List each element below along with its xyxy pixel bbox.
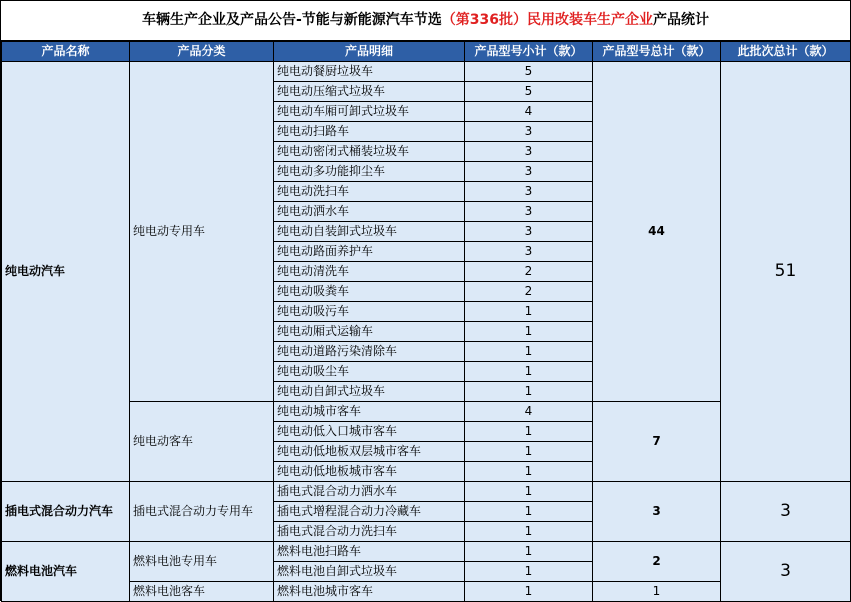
- model-subtotal-cell: 3: [465, 182, 593, 202]
- header-batch-total: 此批次总计（款）: [721, 42, 851, 62]
- product-detail-cell: 燃料电池城市客车: [274, 582, 465, 602]
- model-subtotal-cell: 5: [465, 82, 593, 102]
- title-batch: （第336批）民用改装车生产企业: [441, 12, 654, 28]
- product-name-cell: 燃料电池汽车: [2, 542, 130, 602]
- model-total-cell: 7: [593, 402, 721, 482]
- model-total-cell: 3: [593, 482, 721, 542]
- model-subtotal-cell: 5: [465, 62, 593, 82]
- header-model-subtotal: 产品型号小计（款）: [465, 42, 593, 62]
- product-detail-cell: 纯电动车厢可卸式垃圾车: [274, 102, 465, 122]
- model-subtotal-cell: 3: [465, 242, 593, 262]
- title-suffix: 产品统计: [653, 12, 710, 28]
- product-category-cell: 燃料电池专用车: [130, 542, 274, 582]
- model-subtotal-cell: 3: [465, 142, 593, 162]
- product-detail-cell: 纯电动多功能抑尘车: [274, 162, 465, 182]
- model-subtotal-cell: 1: [465, 322, 593, 342]
- batch-total-cell: 3: [721, 542, 851, 602]
- header-product-category: 产品分类: [130, 42, 274, 62]
- model-subtotal-cell: 1: [465, 302, 593, 322]
- model-subtotal-cell: 1: [465, 422, 593, 442]
- product-category-cell: 纯电动专用车: [130, 62, 274, 402]
- product-detail-cell: 纯电动道路污染清除车: [274, 342, 465, 362]
- batch-total-cell: 51: [721, 62, 851, 482]
- product-detail-cell: 纯电动餐厨垃圾车: [274, 62, 465, 82]
- title-prefix: 车辆生产企业及产品公告-节能与新能源汽车节选: [141, 12, 442, 28]
- model-subtotal-cell: 1: [465, 342, 593, 362]
- product-detail-cell: 纯电动低入口城市客车: [274, 422, 465, 442]
- model-subtotal-cell: 1: [465, 362, 593, 382]
- model-subtotal-cell: 1: [465, 522, 593, 542]
- product-detail-cell: 纯电动吸粪车: [274, 282, 465, 302]
- product-detail-cell: 纯电动洗扫车: [274, 182, 465, 202]
- model-subtotal-cell: 3: [465, 162, 593, 182]
- model-subtotal-cell: 3: [465, 122, 593, 142]
- model-subtotal-cell: 1: [465, 442, 593, 462]
- product-detail-cell: 纯电动低地板双层城市客车: [274, 442, 465, 462]
- model-subtotal-cell: 2: [465, 262, 593, 282]
- product-detail-cell: 插电式混合动力洒水车: [274, 482, 465, 502]
- table-body: [2, 62, 851, 602]
- product-name-cell: 纯电动汽车: [2, 62, 130, 482]
- product-detail-cell: 纯电动路面养护车: [274, 242, 465, 262]
- model-subtotal-cell: 3: [465, 202, 593, 222]
- product-detail-cell: 纯电动密闭式桶装垃圾车: [274, 142, 465, 162]
- header-product-detail: 产品明细: [274, 42, 465, 62]
- product-category-cell: 纯电动客车: [130, 402, 274, 482]
- table-row: [2, 62, 851, 82]
- model-subtotal-cell: 1: [465, 542, 593, 562]
- product-detail-cell: 纯电动压缩式垃圾车: [274, 82, 465, 102]
- product-detail-cell: 插电式增程混合动力冷藏车: [274, 502, 465, 522]
- model-subtotal-cell: 1: [465, 562, 593, 582]
- product-detail-cell: 纯电动吸污车: [274, 302, 465, 322]
- model-subtotal-cell: 3: [465, 222, 593, 242]
- table-row: [2, 482, 851, 502]
- model-subtotal-cell: 2: [465, 282, 593, 302]
- product-detail-cell: 纯电动清洗车: [274, 262, 465, 282]
- model-subtotal-cell: 4: [465, 102, 593, 122]
- model-subtotal-cell: 1: [465, 462, 593, 482]
- product-detail-cell: 纯电动自装卸式垃圾车: [274, 222, 465, 242]
- model-subtotal-cell: 1: [465, 582, 593, 602]
- header-model-total: 产品型号总计（款）: [593, 42, 721, 62]
- product-category-cell: 插电式混合动力专用车: [130, 482, 274, 542]
- model-subtotal-cell: 1: [465, 382, 593, 402]
- page-title: [1, 1, 850, 41]
- model-subtotal-cell: 1: [465, 502, 593, 522]
- model-subtotal-cell: 1: [465, 482, 593, 502]
- model-total-cell: 1: [593, 582, 721, 602]
- product-detail-cell: 纯电动洒水车: [274, 202, 465, 222]
- product-detail-cell: 燃料电池扫路车: [274, 542, 465, 562]
- product-detail-cell: 纯电动吸尘车: [274, 362, 465, 382]
- product-detail-cell: 纯电动低地板城市客车: [274, 462, 465, 482]
- product-stats-table: [1, 41, 851, 602]
- product-detail-cell: 纯电动城市客车: [274, 402, 465, 422]
- header-row: [2, 42, 851, 62]
- table-row: [2, 542, 851, 562]
- product-detail-cell: 纯电动扫路车: [274, 122, 465, 142]
- product-category-cell: 燃料电池客车: [130, 582, 274, 602]
- model-total-cell: 2: [593, 542, 721, 582]
- product-detail-cell: 纯电动厢式运输车: [274, 322, 465, 342]
- model-subtotal-cell: 4: [465, 402, 593, 422]
- product-detail-cell: 插电式混合动力洗扫车: [274, 522, 465, 542]
- product-detail-cell: 燃料电池自卸式垃圾车: [274, 562, 465, 582]
- product-name-cell: 插电式混合动力汽车: [2, 482, 130, 542]
- batch-total-cell: 3: [721, 482, 851, 542]
- model-total-cell: 44: [593, 62, 721, 402]
- header-product-name: 产品名称: [2, 42, 130, 62]
- product-detail-cell: 纯电动自卸式垃圾车: [274, 382, 465, 402]
